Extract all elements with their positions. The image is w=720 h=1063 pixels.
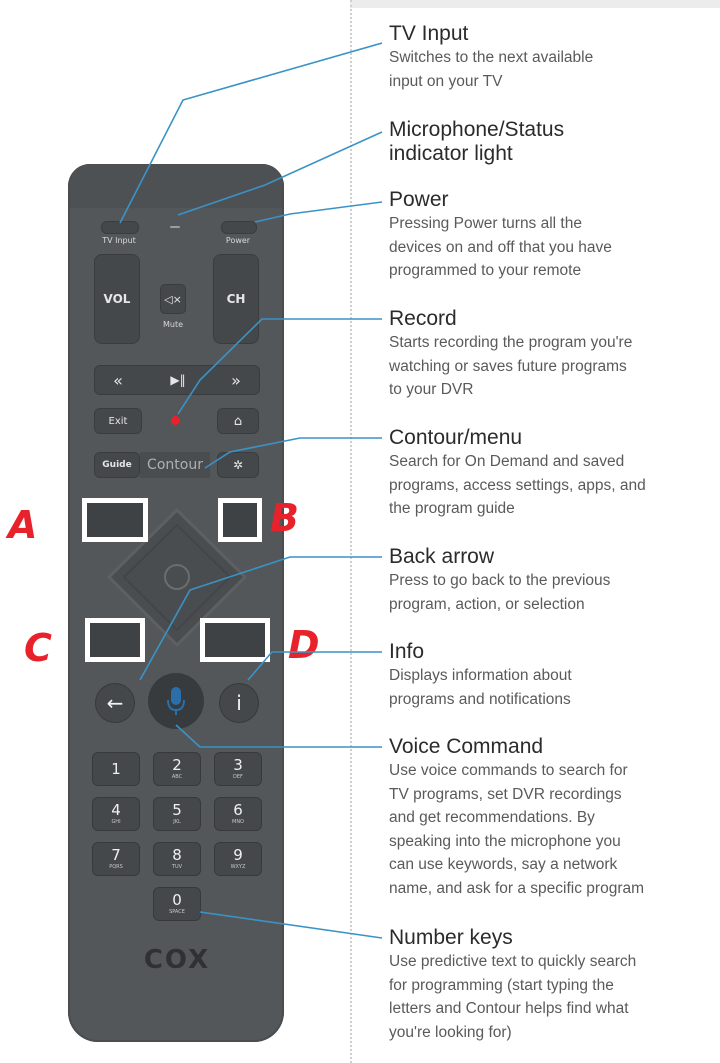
desc-line: watching or saves future programs <box>389 357 627 375</box>
key-digit: 5 <box>172 801 182 819</box>
power-label: Power <box>225 236 251 245</box>
desc-line: name, and ask for a specific program <box>389 879 645 897</box>
key-digit: 0 <box>172 891 182 909</box>
key-digit: 8 <box>172 846 182 864</box>
desc-line: Starts recording the program you're <box>389 334 633 351</box>
key-letters: WXYZ <box>230 864 246 870</box>
gear-icon: ✲ <box>232 458 244 472</box>
key-letters: SPACE <box>169 909 185 915</box>
desc-power <box>389 188 714 283</box>
letter-c: C <box>24 626 52 670</box>
desc-line: program, action, or selection <box>389 595 585 613</box>
desc-microphone-status <box>389 118 714 166</box>
key-letters: DEF <box>233 774 243 780</box>
desc-line: programs and notifications <box>389 690 571 708</box>
play-pause-icon: ▶‖ <box>170 373 186 387</box>
channel-label: CH <box>226 292 246 306</box>
desc-line: and get recommendations. By <box>389 809 595 826</box>
key-letters: MNO <box>232 819 244 825</box>
desc-line: Pressing Power turns all the <box>389 215 582 232</box>
key-letters: ABC <box>171 774 183 780</box>
desc-line: TV programs, set DVR recordings <box>389 785 622 803</box>
desc-line: you're looking for) <box>389 1023 512 1041</box>
desc-line: input on your TV <box>389 72 503 90</box>
desc-title: Contour/menu <box>389 426 523 449</box>
desc-info <box>389 640 714 711</box>
key-digit: 3 <box>233 756 243 774</box>
key-letters: PQRS <box>109 864 123 870</box>
desc-contour-menu <box>389 426 714 521</box>
desc-title: Number keys <box>389 926 513 949</box>
info-icon: i <box>236 691 242 715</box>
desc-title: Voice Command <box>389 735 544 758</box>
rewind-icon: « <box>113 370 123 390</box>
desc-title: Microphone/Status indicator light <box>389 118 565 165</box>
key-digit: 1 <box>111 760 121 778</box>
desc-line: Displays information about <box>389 667 572 684</box>
desc-tv-input <box>389 22 714 93</box>
contour-label: Contour <box>147 457 203 473</box>
desc-line: programs, access settings, apps, and <box>389 476 646 494</box>
desc-title: Info <box>389 640 425 663</box>
desc-line: Use voice commands to search for <box>389 762 628 779</box>
desc-line: Press to go back to the previous <box>389 572 611 589</box>
desc-line: Search for On Demand and saved <box>389 453 625 470</box>
desc-line: can use keywords, say a network <box>389 856 618 873</box>
tv-input-label: TV Input <box>102 236 136 245</box>
desc-line: programmed to your remote <box>389 262 582 279</box>
back-arrow-icon: ← <box>106 691 124 715</box>
desc-line: Use predictive text to quickly search <box>389 953 637 970</box>
key-digit: 2 <box>172 756 182 774</box>
fast-forward-icon: » <box>231 370 241 390</box>
desc-line: to your DVR <box>389 381 474 398</box>
key-digit: 4 <box>111 801 121 819</box>
desc-line: the program guide <box>389 500 515 517</box>
letter-b: B <box>270 496 299 540</box>
guide-label: Guide <box>102 460 132 470</box>
desc-line: for programming (start typing the <box>389 976 614 994</box>
home-icon: ⌂ <box>233 413 243 429</box>
desc-back-arrow <box>389 545 714 616</box>
volume-label: VOL <box>103 292 131 306</box>
brand-logo: COX <box>143 945 211 975</box>
key-letters: JKL <box>173 819 181 825</box>
desc-title: Power <box>389 188 449 211</box>
mute-icon: ◁× <box>164 292 182 306</box>
desc-record <box>389 307 714 402</box>
desc-line: Switches to the next available <box>389 49 594 66</box>
desc-line: devices on and off that you have <box>389 238 612 256</box>
desc-title: TV Input <box>389 22 469 45</box>
exit-label: Exit <box>108 415 128 427</box>
key-digit: 9 <box>233 846 243 864</box>
desc-number-keys <box>389 926 714 1044</box>
desc-voice-command <box>389 735 714 900</box>
letter-a: A <box>8 503 38 547</box>
key-letters: GHI <box>111 819 121 825</box>
mute-label: Mute <box>162 320 184 329</box>
desc-line: letters and Contour helps find what <box>389 1000 629 1017</box>
letter-d: D <box>288 623 320 667</box>
key-digit: 7 <box>111 846 121 864</box>
key-digit: 6 <box>233 801 243 819</box>
desc-title: Back arrow <box>389 545 495 568</box>
desc-title: Record <box>389 307 457 330</box>
desc-line: speaking into the microphone you <box>389 832 621 850</box>
key-letters: TUV <box>171 864 183 870</box>
